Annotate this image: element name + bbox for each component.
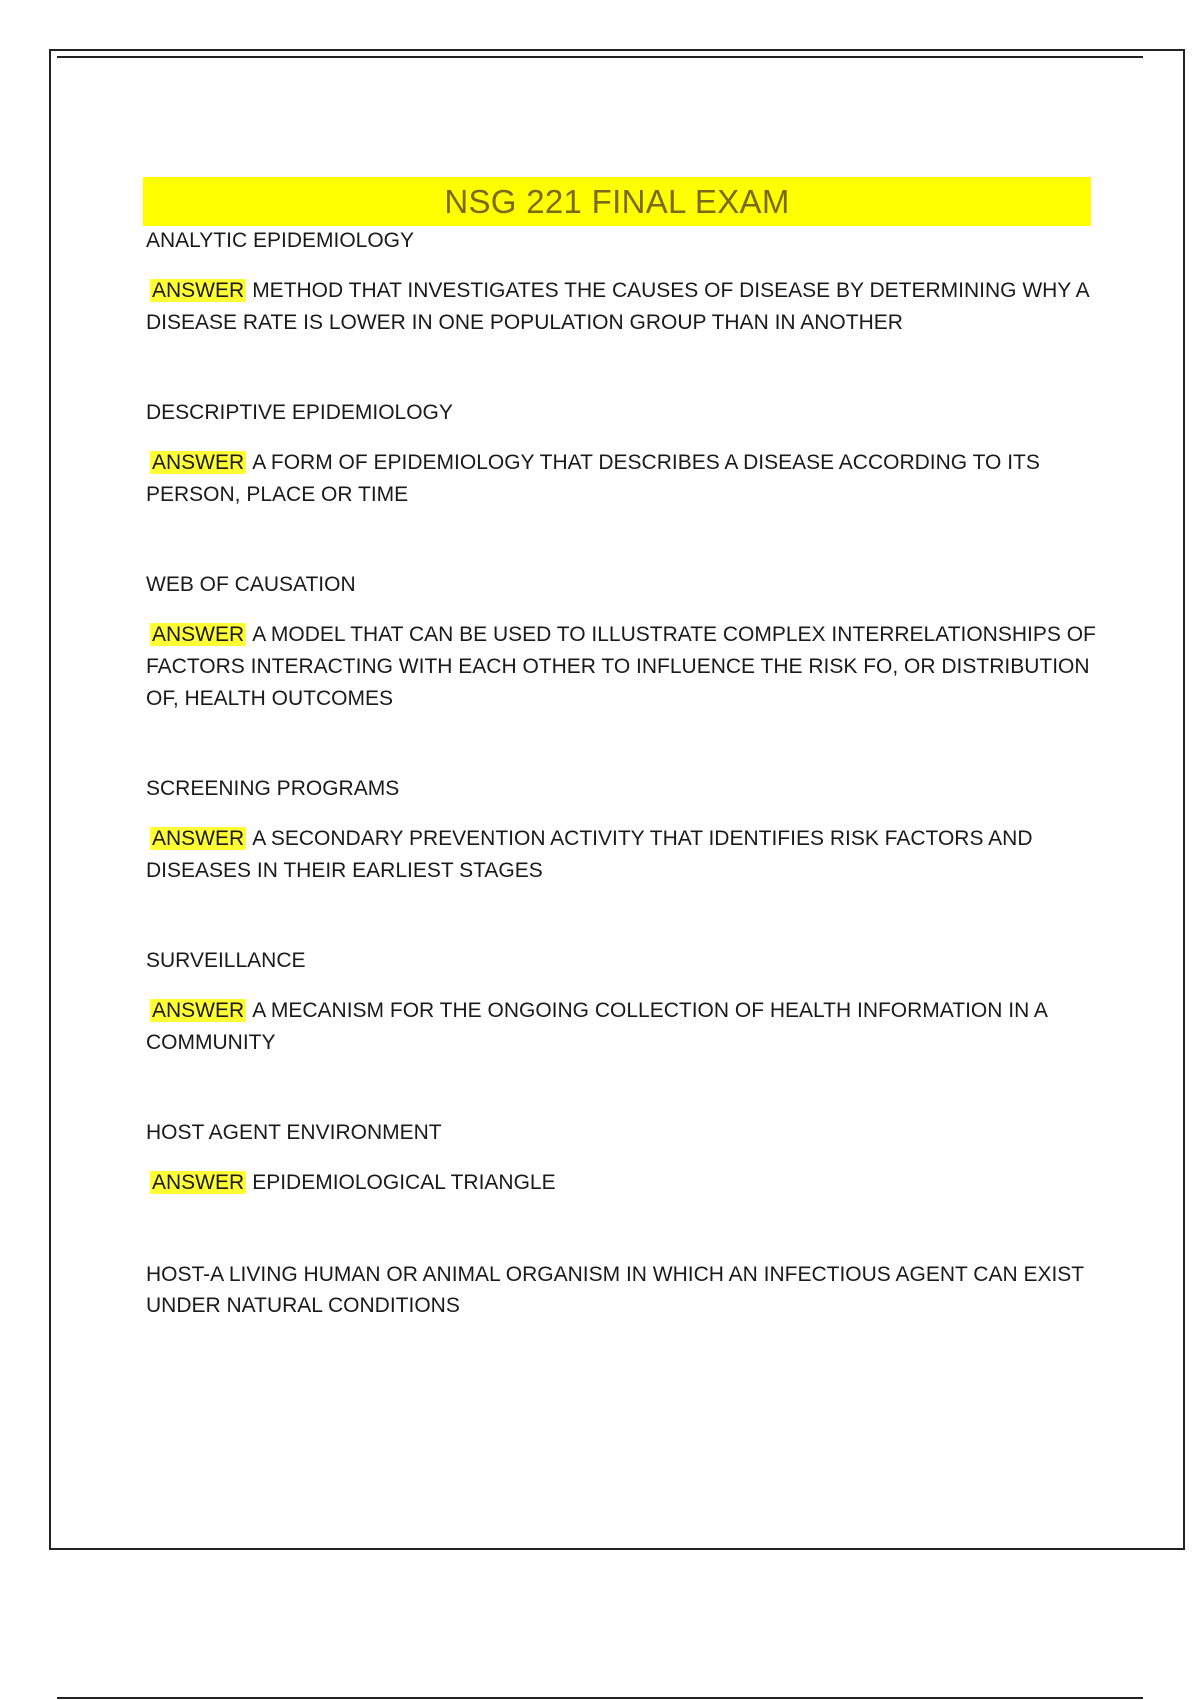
answer-label: ANSWER — [152, 623, 245, 646]
answer-block — [146, 995, 1096, 1059]
bottom-rule — [57, 1697, 1143, 1699]
term-heading: HOST AGENT ENVIRONMENT — [146, 1121, 442, 1144]
term-heading: ANALYTIC EPIDEMIOLOGY — [146, 229, 415, 252]
qa-item — [146, 227, 1096, 339]
definition-note: HOST-A LIVING HUMAN OR ANIMAL ORGANISM IN WHICH AN INFECTIOUS AGENT CAN EXIST UNDER NATURAL CONDITIONS — [146, 1263, 1084, 1317]
qa-item — [146, 775, 1096, 887]
answer-block — [146, 1167, 1096, 1199]
qa-item — [146, 399, 1096, 511]
answer-block — [146, 275, 1096, 339]
answer-label: ANSWER — [152, 827, 245, 850]
answer-label: ANSWER — [152, 999, 245, 1022]
term-heading: SURVEILLANCE — [146, 949, 306, 972]
answer-text: METHOD THAT INVESTIGATES THE CAUSES OF DISEASE BY DETERMINING WHY A DISEASE RATE IS LOWER IN ONE POPULATION GROUP THAN IN ANOTHER — [146, 279, 1089, 334]
title-banner — [143, 177, 1091, 226]
answer-text: A MECANISM FOR THE ONGOING COLLECTION OF HEALTH INFORMATION IN A COMMUNITY — [146, 999, 1047, 1054]
answer-text: A MODEL THAT CAN BE USED TO ILLUSTRATE COMPLEX INTERRELATIONSHIPS OF FACTORS INTERACTING WITH EACH OTHER TO INFLUENCE THE RISK FO, OR DISTRIBUTION OF, HEALTH OUTCOMES — [146, 623, 1096, 710]
answer-text: A SECONDARY PREVENTION ACTIVITY THAT IDENTIFIES RISK FACTORS AND DISEASES IN THEIR EARLIEST STAGES — [146, 827, 1033, 882]
answer-text: A FORM OF EPIDEMIOLOGY THAT DESCRIBES A DISEASE ACCORDING TO ITS PERSON, PLACE OR TIME — [146, 451, 1040, 506]
answer-block — [146, 447, 1096, 511]
answer-label: ANSWER — [152, 279, 245, 302]
term-heading: WEB OF CAUSATION — [146, 573, 356, 596]
answer-block — [146, 619, 1096, 715]
answer-label: ANSWER — [152, 1171, 245, 1194]
document-body — [146, 227, 1096, 1321]
answer-block — [146, 823, 1096, 887]
answer-label: ANSWER — [152, 451, 245, 474]
qa-item — [146, 571, 1096, 715]
top-rule — [57, 56, 1143, 58]
qa-item — [146, 1119, 1096, 1199]
qa-item — [146, 947, 1096, 1059]
page-title: NSG 221 FINAL EXAM — [444, 182, 790, 220]
term-heading: DESCRIPTIVE EPIDEMIOLOGY — [146, 401, 453, 424]
answer-text: EPIDEMIOLOGICAL TRIANGLE — [252, 1171, 556, 1194]
term-heading: SCREENING PROGRAMS — [146, 777, 400, 800]
